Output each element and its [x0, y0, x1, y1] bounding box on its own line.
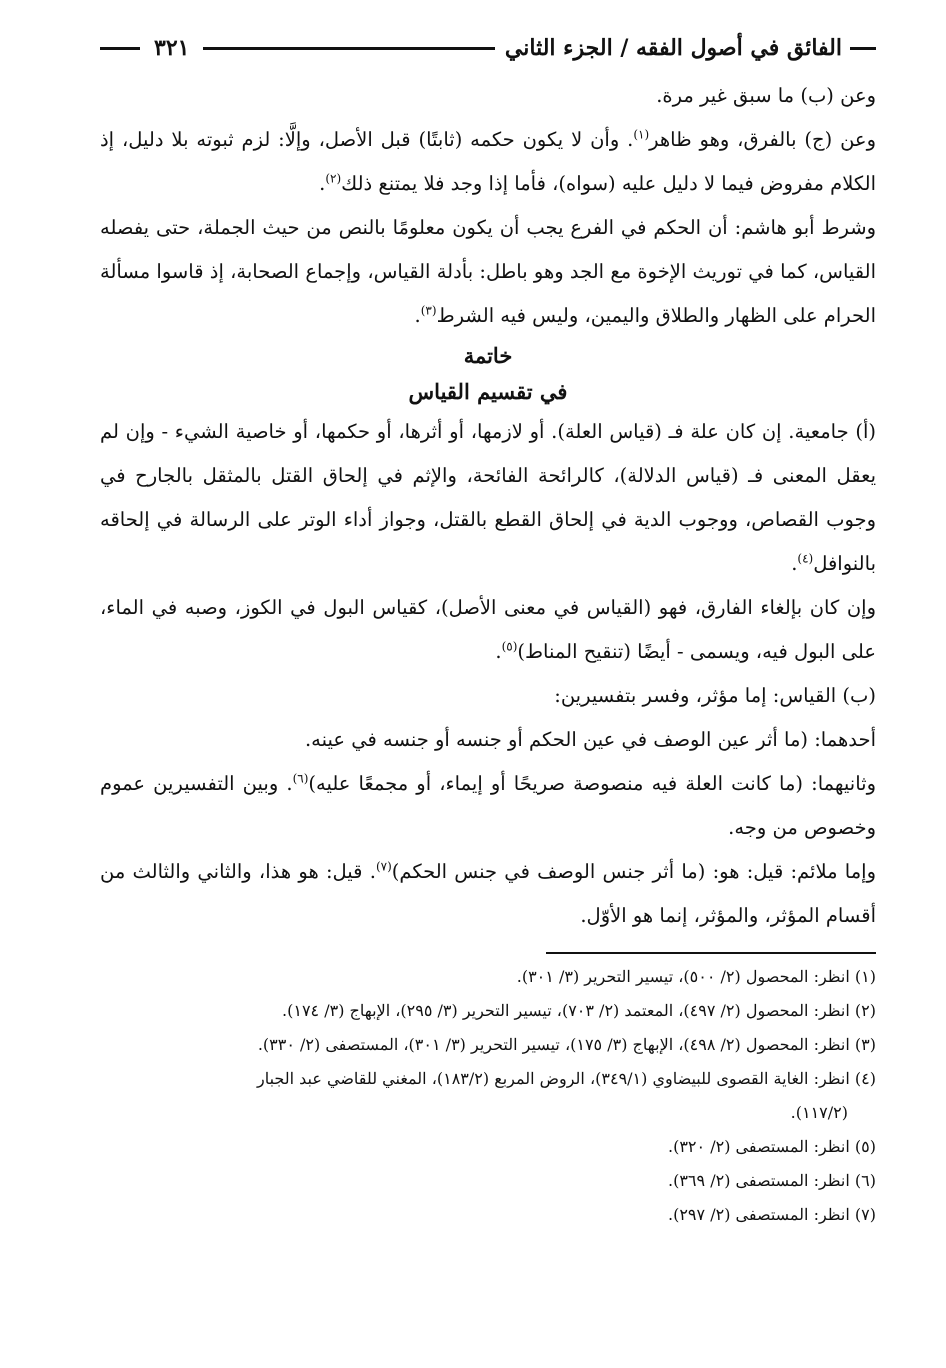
paragraph: وعن (ج) بالفرق، وهو ظاهر$^{(١)}$. وأن لا يكون حكمه (ثابتًا) قبل الأصل، وإلَّا: لزم ثبوته بلا دليل، إذ الكلام مفروض فيما لا دليل عليه (سواه)، فأما إذا وجد فلا يمتنع ذلك$^{(٢)}$.	[100, 127, 876, 195]
footnote-marker: (٥)	[501, 639, 518, 654]
footnote: (٥) انظر: المستصفى (٢/ ٣٢٠).	[668, 1137, 876, 1156]
footnote: (٣) انظر: المحصول (٢/ ٤٩٨)، الإبهاج (٣/ ١٧٥)، تيسير التحرير (٣/ ٣٠١)، المستصفى (٢/ ٣٣٠).	[257, 1035, 876, 1054]
page-number: ٣٢١	[154, 35, 190, 61]
footnote-marker: (٧)	[375, 859, 392, 874]
paragraph: وإن كان بإلغاء الفارق، فهو (القياس في معنى الأصل)، كقياس البول في الكوز، وصبه في الماء، على البول فيه، ويسمى - أيضًا (تنقيح المناط)$^{(٥)}$.	[100, 596, 876, 663]
footnote-continuation: (١١٧/٢).	[790, 1103, 848, 1122]
footnote: (٤) انظر: الغاية القصوى للبيضاوي (٣٤٩/١)، الروض المربع (١٨٣/٢)، المغني للقاضي عبد الجبار	[256, 1069, 876, 1088]
footnote: (٢) انظر: المحصول (٢/ ٤٩٧)، المعتمد (٢/ ٧٠٣)، تيسير التحرير (٣/ ٢٩٥)، الإبهاج (٣/ ١٧٤).	[282, 1001, 876, 1020]
paragraph: وشرط أبو هاشم: أن الحكم في الفرع يجب أن يكون معلومًا بالنص من حيث الجملة، حتى يفصله القياس، كما في توريث الإخوة مع الجد وهو باطل: بأدلة القياس، وإجماع الصحابة، إذ قاسوا مسألة الحرام على الظهار والطلاق واليمين، وليس فيه الشرط$^{(٣)}$.	[100, 216, 876, 327]
paragraph: (ب) القياس: إما مؤثر، وفسر بتفسيرين:	[554, 684, 876, 707]
paragraph: وثانيهما: (ما كانت العلة فيه منصوصة صريحًا أو إيماء، أو مجمعًا عليه)$^{(٦)}$. وبين التفسيرين عموم وخصوص من وجه.	[100, 771, 877, 839]
footnote: (٦) انظر: المستصفى (٢/ ٣٦٩).	[668, 1171, 876, 1190]
book-title: الفائق في أصول الفقه / الجزء الثاني	[504, 35, 842, 61]
paragraph: أحدهما: (ما أثر عين الوصف في عين الحكم أو جنسه أو جنسه في عينه.	[304, 728, 876, 751]
footnote-separator	[546, 952, 876, 954]
footnote-marker: (٢)	[325, 171, 342, 186]
header-rule-left	[100, 47, 140, 50]
paragraph: (أ) جامعية. إن كان علة فـ (قياس العلة). أو لازمها، أو أثرها، أو حكمها، أو خاصية الشيء - وإن لم يعقل المعنى فـ (قياس الدلالة)، كالرائحة الفائحة، والإثم في إلحاق القتل بالمثقل بالجارح في وجوب القصاص، ووجوب الدية في إلحاق القطع بالقتل، وجواز أداء الوتر على الرسالة في إلحاقه بالنوافل$^{(٤)}$.	[100, 420, 876, 575]
paragraph: وعن (ب) ما سبق غير مرة.	[656, 84, 876, 107]
header-rule	[203, 47, 494, 50]
section-heading: خاتمة	[463, 343, 513, 368]
running-header	[100, 28, 876, 68]
footnote: (١) انظر: المحصول (٢/ ٥٠٠)، تيسير التحرير (٣/ ٣٠١).	[516, 967, 876, 986]
section-subheading: في تقسيم القياس	[408, 379, 568, 404]
footnote-marker: (٦)	[292, 771, 309, 786]
paragraph: وإما ملائم: قيل: هو: (ما أثر جنس الوصف في جنس الحكم)$^{(٧)}$. قيل: هو هذا، والثاني والثالث من أقسام المؤثر، والمؤثر، إنما هو الأوّل.	[100, 859, 876, 927]
footnote-marker: (١)	[633, 127, 650, 142]
footnotes	[100, 960, 876, 1232]
footnote: (٧) انظر: المستصفى (٢/ ٢٩٧).	[668, 1205, 876, 1224]
header-rule-right	[850, 47, 876, 50]
main-text	[100, 74, 876, 938]
footnote-marker: (٣)	[420, 303, 437, 318]
footnote-marker: (٤)	[797, 551, 814, 566]
